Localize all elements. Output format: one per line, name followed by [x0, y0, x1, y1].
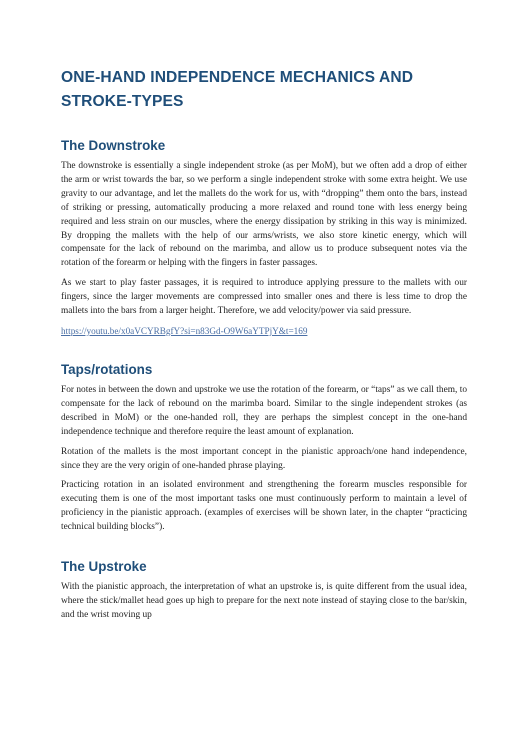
section-heading-taps-rotations: Taps/rotations [61, 361, 153, 377]
paragraph-taps-2: Rotation of the mallets is the most important concept in the pianistic approach/one hand independence, since they are the very origin of one-handed phrase playing. [61, 446, 467, 471]
section-heading-upstroke: The Upstroke [61, 559, 147, 575]
paragraph-upstroke-1: With the pianistic approach, the interpretation of what an upstroke is, is quite different from the usual idea, where the stick/mallet head goes up high to prepare for the next note instead of staying close to the bar/skin, and the wrist moving up [61, 582, 467, 620]
youtube-link[interactable]: https://youtu.be/x0aVCYRBgfY?si=n83Gd-O9W6aYTPjY&t=169 [61, 325, 308, 336]
paragraph-taps-3: Practicing rotation in an isolated environment and strengthening the forearm muscles responsible for executing them is one of the most important tasks one must continuously perform to maintain a level of proficiency in the pianistic approach. (examples of exercises will be shown later, in the chapter “practicing technical building blocks”). [61, 480, 467, 533]
paragraph-downstroke-1: The downstroke is essentially a single independent stroke (as per MoM), but we often add a drop of either the arm or wrist towards the bar, so we perform a single independent stroke with some extra height. We use gravity to our advantage, and let the mallets do the work for us, with “dropping” them onto the bars, instead of striking or pressing, automatically producing a more relaxed and round tone with less energy being required and less strain on our muscles, where the energy dissipation by striking in this way is minimized. By dropping the mallets with the help of our arms/wrists, we also store kinetic energy, which will compensate for the lack of rebound on the marimba, and allow us to produce subsequent notes via the rotation of the forearm or helping with the fingers in faster passages. [61, 161, 467, 269]
paragraph-taps-1: For notes in between the down and upstroke we use the rotation of the forearm, or “taps” as we call them, to compensate for the lack of rebound on the marimba board. Similar to the single independent strokes (as described in MoM) or the one-handed roll, they are perhaps the simplest concept in the one-hand independence technique and therefore require the least amount of explanation. [61, 384, 467, 437]
page-content [61, 66, 467, 623]
paragraph-downstroke-2: As we start to play faster passages, it is required to introduce applying pressure to the mallets with our fingers, since the larger movements are compressed into smaller ones and there is less time to drop the mallets into the bars from a larger height. Therefore, we add velocity/power via said pressure. [61, 278, 467, 317]
page-title: ONE-HAND INDEPENDENCE MECHANICS AND STROKE-TYPES [61, 69, 414, 110]
section-heading-downstroke: The Downstroke [61, 138, 166, 153]
